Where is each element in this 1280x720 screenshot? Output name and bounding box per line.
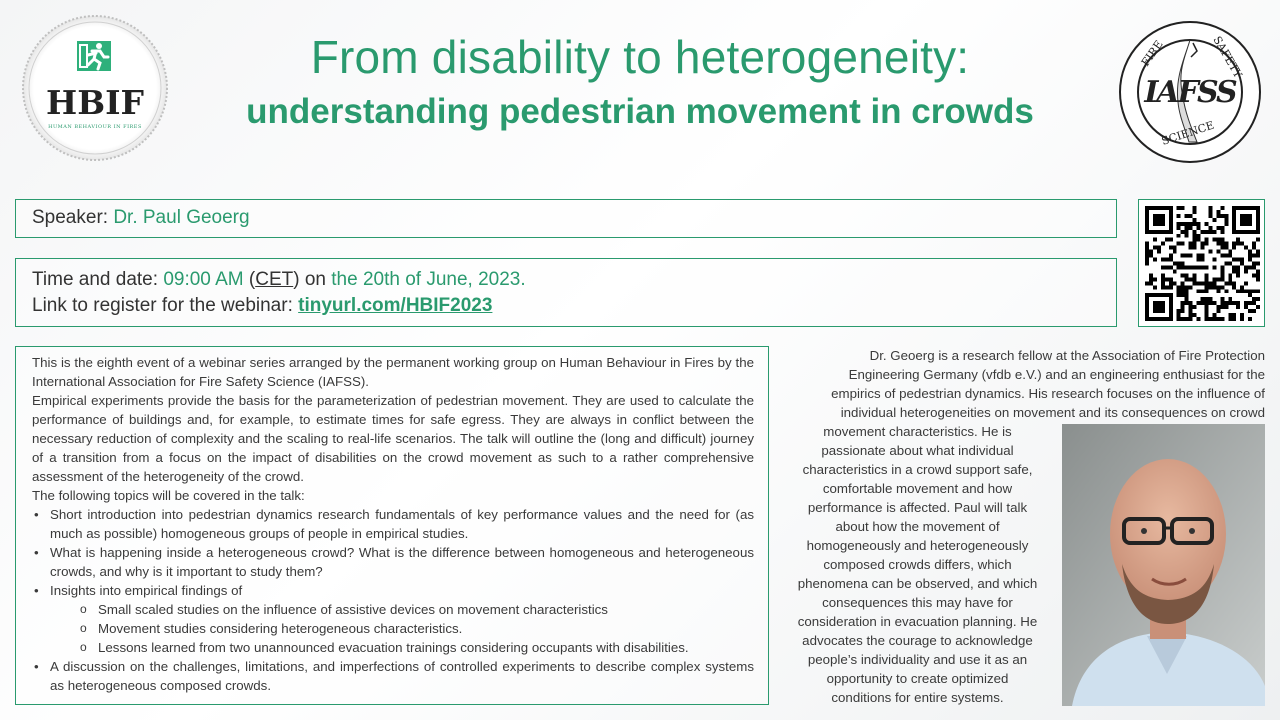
event-timezone[interactable]: CET <box>255 269 294 290</box>
subtopic-item: o Lessons learned from two unannounced evacuation trainings considering occupants with disabilities. <box>50 638 754 657</box>
bio-line: phenomena can be observed, and which <box>797 576 1038 591</box>
event-info-box <box>15 258 1117 327</box>
topic-item: • What is happening inside a heterogeneous crowd? What is the difference between homogeneous and heterogeneous crowds, and why is it important to study them? <box>32 543 754 581</box>
register-link[interactable]: tinyurl.com/HBIF2023 <box>298 295 493 316</box>
iafss-logo-text: IAFSS <box>1144 75 1236 110</box>
bio-line: individual heterogeneities on movement and its consequences on crowd <box>840 405 1265 420</box>
hbif-logo-text: HBIF <box>46 83 144 122</box>
page-subtitle: understanding pedestrian movement in crowds <box>246 92 1034 131</box>
bio-line: consequences this may have for <box>822 595 1013 610</box>
register-line <box>32 293 1116 319</box>
qr-code[interactable] <box>1138 199 1265 327</box>
speaker-bio-top <box>790 346 1265 422</box>
bio-line: consideration in evacuation planning. He <box>797 614 1038 629</box>
bio-line: movement characteristics. He is <box>823 424 1012 439</box>
event-time: 09:00 AM <box>163 269 244 290</box>
speaker-bio-wrap <box>785 422 1050 707</box>
abstract-para-1: This is the eighth event of a webinar series arranged by the permanent working group on Human Behaviour in Fires by the International Association for Fire Safety Science (IAFSS). <box>32 355 754 389</box>
bio-line: advocates the courage to acknowledge <box>802 633 1033 648</box>
time-label: Time and date: <box>32 269 159 290</box>
bio-line: empirics of pedestrian dynamics. His research focuses on the influence of <box>831 386 1265 401</box>
topic-item: • Short introduction into pedestrian dynamics research fundamentals of key performance values and the need for (as much as possible) homogeneous groups of people in empirical studies. <box>32 505 754 543</box>
topics-list <box>32 505 754 695</box>
hbif-logo <box>20 13 170 163</box>
bio-line: opportunity to create optimized <box>826 671 1009 686</box>
subtopic-item: o Small scaled studies on the influence of assistive devices on movement characteristics <box>50 600 754 619</box>
bio-line: people’s individuality and use it as an <box>807 652 1028 667</box>
speaker-name: Dr. Paul Geoerg <box>113 207 250 228</box>
bio-line: characteristics in a crowd support safe, <box>802 462 1033 477</box>
emergency-exit-icon <box>77 41 111 71</box>
bio-line: composed crowds differs, which <box>823 557 1012 572</box>
bio-line: Engineering Germany (vfdb e.V.) and an engineering enthusiast for the <box>848 367 1265 382</box>
topic-item <box>32 581 754 657</box>
event-on: on <box>304 269 326 290</box>
bio-line: homogeneously and heterogeneously <box>806 538 1029 553</box>
topic-item: • A discussion on the challenges, limitations, and imperfections of controlled experiments to describe complex systems as heterogeneous composed crowds. <box>32 657 754 695</box>
topic-item-text: Insights into empirical findings of <box>50 583 243 598</box>
svg-text:FIRE: FIRE <box>1138 38 1166 69</box>
hbif-logo-subtext: HUMAN BEHAVIOUR IN FIRES <box>48 124 142 130</box>
abstract-para-2: Empirical experiments provide the basis for the parameterization of pedestrian movement. They are used to calculate the performance of buildings and, for example, to estimate times for safe egress. They are always in conflict between the necessary reduction of complexity and the scaling to real-life scenarios. The talk will outline the (long and difficult) journey of a transition from a focus on the impact of disabilities on the crowd movement as such to a rather comprehensive assessment of the heterogeneity of the crowd. <box>32 393 754 484</box>
bio-line: passionate about what individual <box>821 443 1014 458</box>
bio-line: conditions for entire systems. <box>831 690 1004 705</box>
event-time-line: Time and date: 09:00 AM (CET) on the 20th of June, 2023. <box>32 269 526 290</box>
bio-line: about how the movement of <box>835 519 1000 534</box>
speaker-photo <box>1062 424 1265 706</box>
subtopics-list <box>50 600 754 657</box>
subtopic-item: o Movement studies considering heterogeneous characteristics. <box>50 619 754 638</box>
topics-intro: The following topics will be covered in the talk: <box>32 488 305 503</box>
speaker-label: Speaker: <box>32 207 109 228</box>
iafss-logo <box>1115 17 1265 167</box>
event-date: the 20th of June, 2023. <box>331 269 526 290</box>
bio-line: comfortable movement and how <box>822 481 1013 496</box>
page-title: From disability to heterogeneity: <box>310 31 970 83</box>
svg-text:SAFETY: SAFETY <box>1210 34 1245 81</box>
register-label: Link to register for the webinar: <box>32 295 293 316</box>
abstract-box <box>15 346 769 705</box>
speaker-box <box>15 199 1117 238</box>
bio-line: performance is affected. Paul will talk <box>807 500 1028 515</box>
bio-line: Dr. Geoerg is a research fellow at the Association of Fire Protection <box>869 348 1265 363</box>
svg-text:SCIENCE: SCIENCE <box>1159 118 1216 148</box>
